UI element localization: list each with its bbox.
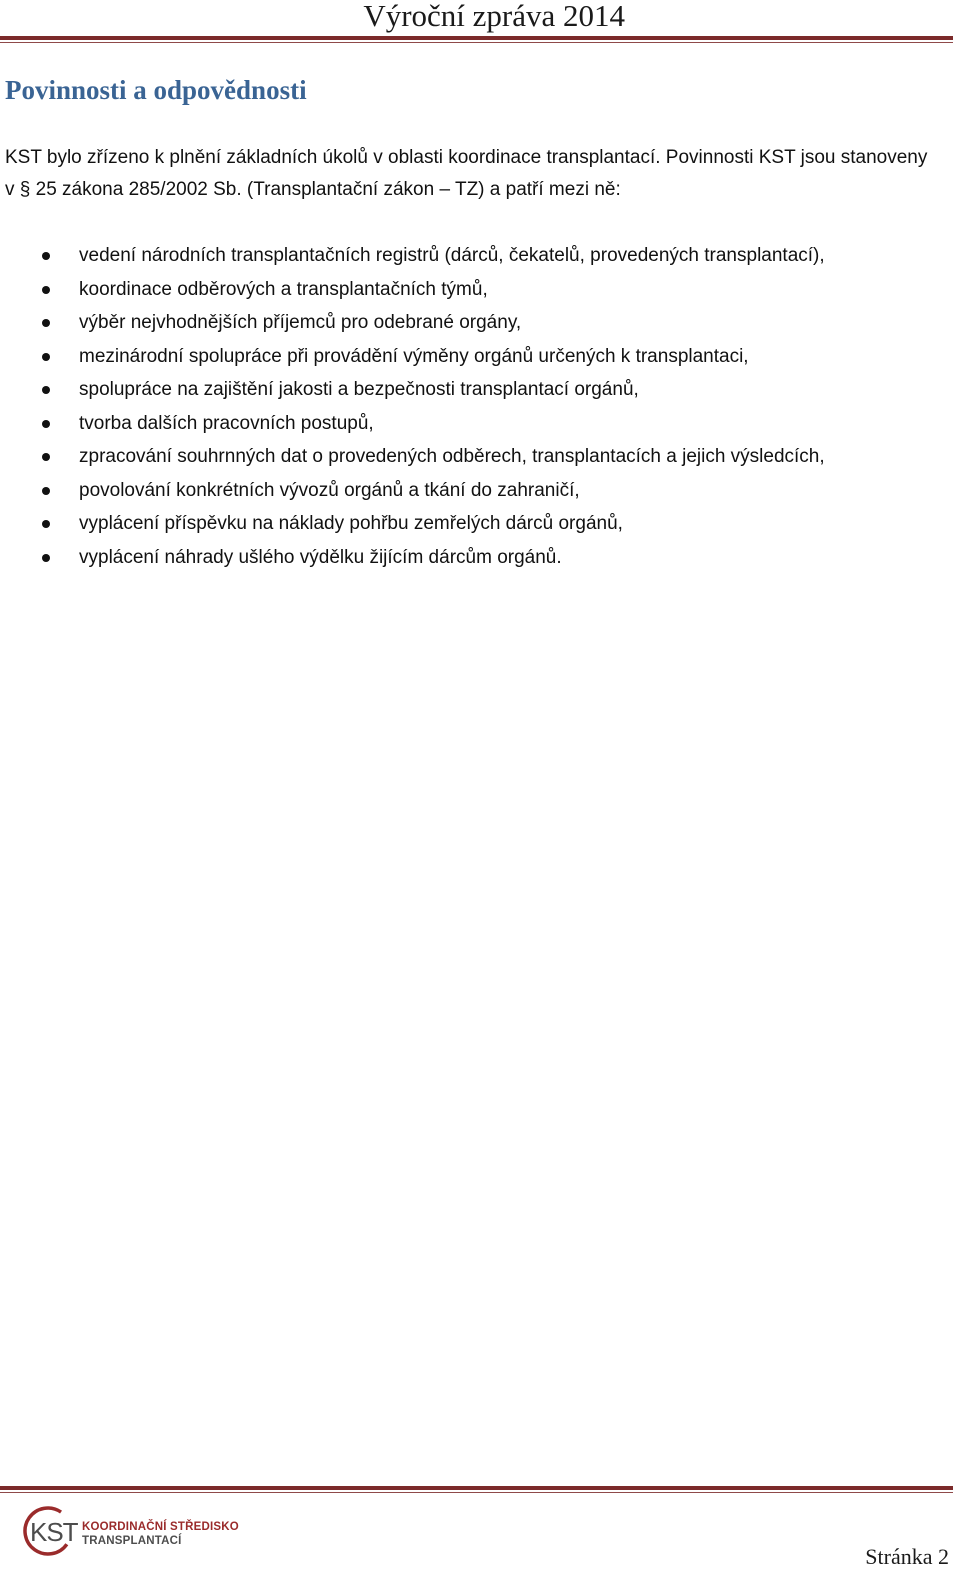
list-item-text: zpracování souhrnných dat o provedených odběrech, transplantacích a jejich výsledcích, xyxy=(79,446,825,467)
logo-line-2: TRANSPLANTACÍ xyxy=(82,1535,182,1547)
list-item-text: výběr nejvhodnějších příjemců pro odebrané orgány, xyxy=(79,312,522,333)
list-item-text: vyplácení příspěvku na náklady pohřbu zemřelých dárců orgánů, xyxy=(79,513,623,534)
header-rule-thick xyxy=(0,36,953,40)
footer-rule-thin xyxy=(0,1492,953,1493)
header-rule-thin xyxy=(0,42,953,43)
list-item-text: vedení národních transplantačních registrů (dárců, čekatelů, provedených transplantací), xyxy=(79,245,825,266)
list-item xyxy=(0,507,950,541)
bullet-icon xyxy=(42,319,50,327)
list-item-text: povolování konkrétních vývozů orgánů a tkání do zahraničí, xyxy=(79,479,580,501)
list-item xyxy=(0,541,950,575)
kst-logo xyxy=(22,1503,239,1561)
page-number: Stránka 2 xyxy=(865,1544,949,1569)
footer-rule-thick xyxy=(0,1486,953,1490)
list-item xyxy=(0,273,950,307)
bullet-icon xyxy=(42,554,50,562)
bullet-icon xyxy=(42,487,50,495)
bullet-icon xyxy=(42,453,50,461)
logo-line-1: KOORDINAČNÍ STŘEDISKO xyxy=(82,1521,239,1533)
section-heading: Povinnosti a odpovědnosti xyxy=(5,75,307,105)
list-item-text: tvorba dalších pracovních postupů, xyxy=(79,412,374,434)
report-title: Výroční zpráva 2014 xyxy=(363,0,625,33)
list-item xyxy=(0,474,950,508)
list-item xyxy=(0,407,950,441)
list-item-text: spolupráce na zajištění jakosti a bezpečnosti transplantací orgánů, xyxy=(79,379,639,400)
bullet-icon xyxy=(42,353,50,361)
logo-mark-text: KST xyxy=(30,1517,78,1547)
list-item xyxy=(0,373,950,407)
duties-list xyxy=(0,239,950,574)
bullet-icon xyxy=(42,520,50,528)
bullet-icon xyxy=(42,252,50,260)
list-item-text: mezinárodní spolupráce při provádění výměny orgánů určených k transplantaci, xyxy=(79,345,749,367)
list-item-text: vyplácení náhrady ušlého výdělku žijícím dárcům orgánů. xyxy=(79,546,562,568)
bullet-icon xyxy=(42,286,50,294)
list-item xyxy=(0,239,950,273)
bullet-icon xyxy=(42,386,50,394)
list-item-text: koordinace odběrových a transplantačních týmů, xyxy=(79,278,488,300)
list-item xyxy=(0,340,950,374)
logo-wordmark xyxy=(82,1520,239,1548)
kst-logo-icon xyxy=(22,1503,78,1559)
list-item xyxy=(0,306,950,340)
list-item xyxy=(0,440,950,474)
intro-paragraph: KST bylo zřízeno k plnění základních úkolů v oblasti koordinace transplantací. Povinnosti KST jsou stanoveny v § 25 zákona 285/2002 Sb. (Transplantační zákon – TZ) a patří mezi ně: xyxy=(5,147,928,200)
bullet-icon xyxy=(42,420,50,428)
